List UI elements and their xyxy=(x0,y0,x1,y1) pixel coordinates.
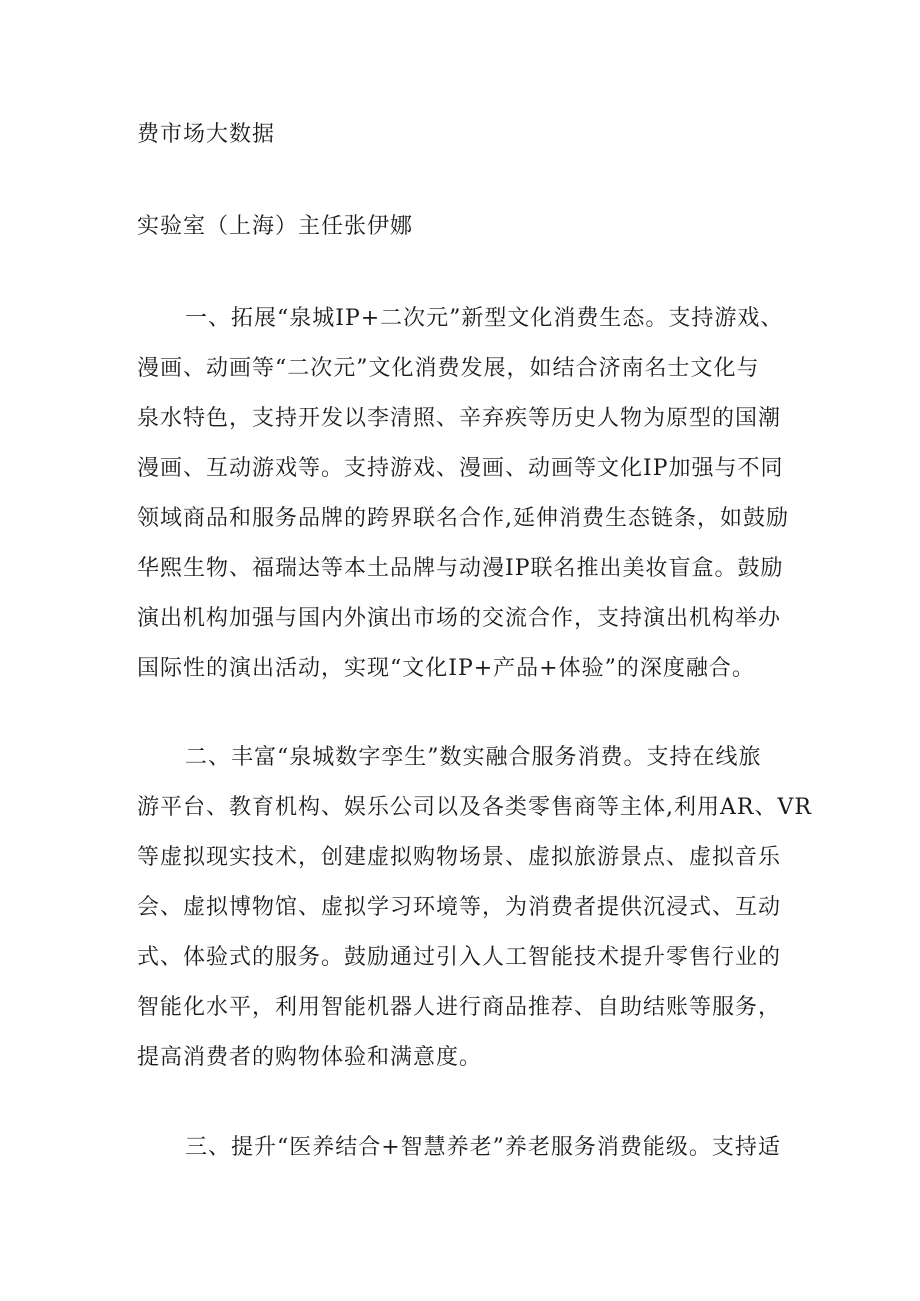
paragraph-2-line-5: 式、体验式的服务。鼓励通过引入人工智能技术提升零售行业的 xyxy=(137,945,782,970)
paragraph-1-line-5: 领域商品和服务品牌的跨界联名合作,延伸消费生态链条，如鼓励 xyxy=(137,506,789,531)
paragraph-1-line-7: 演出机构加强与国内外演出市场的交流合作，支持演出机构举办 xyxy=(137,606,782,631)
paragraph-1-line-1: 一、拓展“泉城IP+二次元”新型文化消费生态。支持游戏、 xyxy=(185,306,784,331)
paragraph-2-line-7: 提高消费者的购物体验和满意度。 xyxy=(137,1045,483,1070)
paragraph-1-line-4: 漫画、互动游戏等。支持游戏、漫画、动画等文化IP加强与不同 xyxy=(137,456,784,481)
paragraph-1-line-3: 泉水特色，支持开发以李清照、辛弃疾等历史人物为原型的国潮 xyxy=(137,406,782,431)
paragraph-3-line-1: 三、提升“医养结合+智慧养老”养老服务消费能级。支持适 xyxy=(185,1135,781,1160)
paragraph-2-line-6: 智能化水平，利用智能机器人进行商品推荐、自助结账等服务， xyxy=(137,995,782,1020)
paragraph-1-line-2: 漫画、动画等“二次元”文化消费发展，如结合济南名士文化与 xyxy=(137,356,760,381)
paragraph-2-line-2: 游平台、教育机构、娱乐公司以及各类零售商等主体,利用AR、VR xyxy=(137,795,812,820)
paragraph-2-line-1: 二、丰富“泉城数字孪生”数实融合服务消费。支持在线旅 xyxy=(185,745,762,770)
paragraph-2-line-4: 会、虚拟博物馆、虚拟学习环境等，为消费者提供沉浸式、互动 xyxy=(137,895,782,920)
paragraph-1-line-6: 华熙生物、福瑞达等本土品牌与动漫IP联名推出美妆盲盒。鼓励 xyxy=(137,556,784,581)
header-line-1: 费市场大数据 xyxy=(137,122,276,147)
header-line-2: 实验室（上海）主任张伊娜 xyxy=(137,214,414,239)
paragraph-2-line-3: 等虚拟现实技术，创建虚拟购物场景、虚拟旅游景点、虚拟音乐 xyxy=(137,845,782,870)
paragraph-1-line-8: 国际性的演出活动，实现“文化IP+产品+体验”的深度融合。 xyxy=(137,656,755,681)
